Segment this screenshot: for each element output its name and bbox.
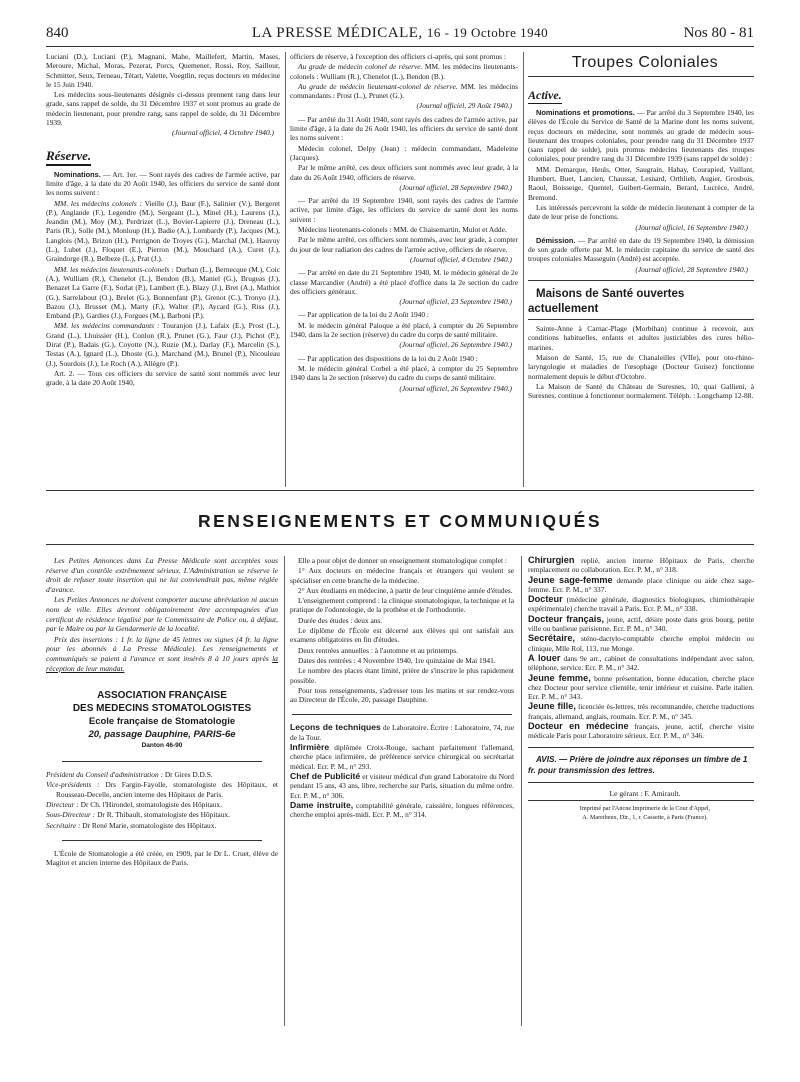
- paragraph: Les intéressés percevront la solde de médecin lieutenant à compter de la date de leur prise de fonctions.: [528, 202, 754, 222]
- officer-entry: [46, 821, 278, 830]
- paragraph-text: — Par arrêté en date du 19 Septembre 1940, la démission de son grade offerte par M. le médecin capitaine du service de santé des troupes coloniales Masseguin (André) est acceptée.: [528, 235, 754, 264]
- section-divider: [46, 490, 754, 491]
- ad-text: sténo-dactylo-comptable cherche emploi médecin ou clinique, Mlle Rol, 113, rue Monge.: [528, 634, 754, 653]
- run-in-heading: Nominations.: [54, 169, 101, 179]
- publisher-manager: Le gérant : F. Amirault.: [609, 788, 681, 798]
- notice-paragraph: Les Petites Annonces dans La Presse Médicale sont acceptées sous réserve d'un contrôle extrêmement sérieux. L'Administration se réserve le droit de refuser toute insertion qui ne lui conviendrait pas, même réglée d'avance.: [46, 556, 278, 594]
- officer-entry: [46, 800, 278, 809]
- section-title-troupes-coloniales: Troupes Coloniales: [571, 54, 719, 71]
- ad-heading: Docteur en médecine: [528, 721, 629, 732]
- paragraph-text: — Art. 1er. — Sont rayés des cadres de l'armée active, par limite d'âge, à la date du 20 Août 1940, les officiers du service de santé dont les noms suivent :: [46, 169, 280, 198]
- ad-heading: Jeune femme,: [528, 672, 591, 683]
- paragraph: M. le médecin général Corbel a été placé, à compter du 25 Septembre 1940 dans la 2e section (réserve) du cadre du corps de santé militaire.: [290, 363, 518, 383]
- bottom-column-3: [528, 556, 754, 1026]
- list-label: MM. les médecins commandants :: [54, 321, 160, 331]
- ad-heading: Docteur: [528, 594, 563, 605]
- ad-heading: Dame instruite,: [290, 799, 354, 810]
- ad-text: bonne présentation, bonne éducation, cherche place chez Docteur pour service clientèle, tenir intérieur et cuisine. Parle italien. Ecr. P. M., n° 343.: [528, 673, 754, 702]
- issue-number: Nos 80 - 81: [683, 25, 754, 41]
- ad-heading: Jeune fille,: [528, 701, 576, 712]
- top-column-3: [528, 52, 754, 487]
- paragraph: officiers de réserve, à l'exception des officiers ci-après, qui sont promus :: [290, 52, 506, 61]
- name-list: [46, 199, 280, 264]
- ad-heading: A louer: [528, 652, 561, 663]
- officer-role: Sous-Directeur :: [46, 810, 96, 820]
- separator-rule: [528, 782, 754, 783]
- paragraph: M. le médecin général Paloque a été placé, à compter du 26 Septembre 1940, dans la 2e section (réserve) du cadre du corps de santé militaire.: [290, 320, 518, 340]
- ad-heading: Docteur français,: [528, 613, 604, 624]
- run-in-heading: Démission.: [536, 235, 576, 245]
- paragraph: — Par arrêté du 31 Août 1940, sont rayés des cadres de l'armée active, par limite d'âge, à la date du 26 Août 1940, les officiers du service de santé dont les noms suivent :: [290, 114, 518, 143]
- ad-heading: Infirmière: [290, 742, 330, 753]
- paragraph-text: MM. les médecins commandants : Prost (L.), Prunet (G.).: [290, 81, 518, 101]
- list-text: Touranjon (J.), Lafaix (E.), Prost (L.), Grand (L.), Lhuissier (H.), Conlon (R.), Prunet (G.), Faur (J.), Pichot (P.), Dirat (P.), Badais (G.), Coyotte (N.), Ruzie (M.), Darlay (F.), Marcelin (S.), Testas (A.), Ignard (L.), Dhoste (G.), Marchand (M.), Brunel (P.), Nicouleau (J.), Sourdois (J.), Le Roch (A.), Allègre (P.).: [46, 321, 280, 368]
- paragraph: Médecin colonel, Delpy (Jean) : médecin commandant, Madeleine (Jacques).: [290, 143, 518, 162]
- separator-rule: [528, 800, 754, 801]
- column-rule: [284, 556, 285, 1026]
- paragraph: Sainte-Anne à Carnac-Plage (Morbihan) continue à recevoir, aux conditions habituelles, enfants et adultes justiciables des cures hélio-marines.: [528, 324, 754, 352]
- page-number: 840: [46, 25, 69, 41]
- grade-label: Au grade de médecin colonel de réserve.: [298, 62, 423, 72]
- classified-ad: [528, 634, 754, 653]
- classified-ad: [290, 772, 514, 800]
- ad-heading: Jeune sage-femme: [528, 574, 613, 585]
- section-title-maisons-de-sante: Maisons de Santé ouvertes actuellement: [528, 288, 685, 316]
- running-head: [46, 22, 754, 44]
- list-label: MM. les médecins colonels :: [54, 198, 142, 208]
- source-citation: (Journal officiel, 28 Septembre 1940.): [635, 264, 748, 274]
- separator-rule: [292, 714, 512, 715]
- classified-ad: [290, 743, 514, 771]
- officer-role: Secrétaire :: [46, 820, 81, 830]
- ad-text: (médecine générale, diagnostics biologiques, chimiothérapie expérimentale) cherche travail à Paris. Ecr. P. M., n° 338.: [528, 595, 754, 614]
- school-address: 20, passage Dauphine, PARIS-6e: [88, 729, 236, 741]
- section-heading-active: Active.: [528, 88, 562, 102]
- source-citation: (Journal officiel, 16 Septembre 1940.): [635, 222, 748, 232]
- officer-name: Dr R. Thibault, stomatologiste des Hôpitaux.: [97, 810, 230, 820]
- bottom-column-1: [46, 556, 278, 1026]
- separator-rule: [62, 840, 262, 841]
- officer-entry: [46, 780, 278, 799]
- paragraph: Par le même arrêté, ces deux officiers sont nommés avec leur grade, à la date du 26 Août 1940, officiers de réserve.: [290, 163, 518, 182]
- association-title: ASSOCIATION FRANÇAISE: [97, 690, 227, 702]
- officer-name: Drs Fargin-Fayolle, stomatologiste des Hôpitaux, et Rousseau-Decelle, ancien interne des Hôpitaux de Paris.: [56, 780, 278, 799]
- issue-date: 16 - 19 Octobre 1940: [426, 25, 549, 40]
- name-list: [46, 321, 280, 367]
- journal-title: [46, 22, 754, 44]
- ad-text: demande place clinique ou aide chez sage-femme. Ecr. P. M., n° 337.: [528, 575, 754, 594]
- officer-name: Dr Gires D.D.S.: [164, 770, 213, 780]
- paragraph: L'enseignement comprend : la clinique stomatologique, la technique et la pratique de l'odontologie, de la prothèse et de l'orthodontie.: [290, 596, 514, 615]
- classified-ad: [290, 801, 514, 820]
- officer-name: Dr René Marie, stomatologiste des Hôpitaux.: [82, 820, 217, 830]
- source-citation: (Journal officiel, 23 Septembre 1940.): [399, 297, 512, 307]
- top-column-2: [290, 52, 518, 487]
- paragraph: Maison de Santé, 15, rue de Chanaleilles (VIIe), pour oto-rhino-laryngologie et maladies de l'œsophage (Docteur Guisez) fonctionne normalement depuis le début d'Octobre.: [528, 352, 754, 381]
- notice-text-underlined: la réception de leur mandat.: [46, 653, 278, 673]
- separator-rule: [62, 761, 262, 762]
- notice-text: Prix des insertions : 1 fr. la ligne de 45 lettres ou signes (4 fr. la ligne pour les abonnés à La Presse Médicale). Les renseignements et communiqués se paient à l'avance et sont insérés 8 à 10 jours après: [46, 634, 278, 663]
- association-title: DES MEDECINS STOMATOLOGISTES: [72, 703, 252, 715]
- run-in-heading: Nominations et promotions.: [536, 108, 635, 117]
- bottom-column-2: [290, 556, 514, 1026]
- printer-line: Imprimé par l'Ancne Imprimerie de la Cour d'Appel,: [579, 804, 711, 812]
- classified-ad: [528, 722, 754, 741]
- classified-ad: [528, 674, 754, 702]
- list-text: Durban (L.), Bernecque (M.), Coic (A.), Wulliam (R.), Chenelot (L.), Bendon (B.), Maniel (G.), Brugeas (J.), Benazet La Garre (F.), Sorlat (P.), Lambert (E.), Blazy (J.), Bret (A.), Mathiot (G.), Sarrelabout (O.), Brelet (G.), Bonnenfant (P.), Grenot (C.), Tronyo (J.), Bazou (J.), Brusset (M.), Marty (F.), Walter (P.), Aycard (G.), Riss (J.), Emband (P.), Gardies (J.), Forgues (M.), Barboni (P.).: [46, 264, 280, 321]
- officer-role: Président du Conseil d'administration :: [46, 770, 163, 780]
- list-label: MM. les médecins lieutenants-colonels :: [54, 264, 174, 274]
- classified-ad: [290, 723, 514, 742]
- paragraph-text: — Par arrêté du 3 Septembre 1940, les élèves de l'École du Service de Santé de la Marine dont les noms suivent, reçus docteurs en médecine, sont nommés au grade de médecin sous-lieutenant des troupes coloniales, pour prendre rang du 31 Décembre 1937 (sans rappel de solde), puis promus médecins lieutenants des troupes coloniales, pour prendre rang du 31 Décembre 1939 (sans rappel de solde) :: [528, 108, 754, 164]
- paragraph: — Par application des dispositions de la loi du 2 Août 1940 :: [298, 353, 478, 363]
- classified-ad: [528, 595, 754, 614]
- source-citation: (Journal officiel, 4 Octobre 1940.): [410, 254, 512, 264]
- ad-text: de Laboratoire. Écrire : Laboratoire, 74, rue de la Tour.: [290, 723, 514, 742]
- source-citation: (Journal officiel, 28 Septembre 1940.): [399, 182, 512, 192]
- paragraph: Pour tous renseignements, s'adresser tous les matins et sur rendez-vous au Directeur de l'École, 20, passage Dauphine.: [290, 685, 514, 705]
- paragraph: L'École de Stomatologie a été créée, en 1909, par le Dr L. Cruet, élève de Magitot et ancien interne des Hôpitaux de Paris.: [46, 848, 278, 868]
- paragraph: Par le même arrêté, ces officiers sont nommés, avec leur grade, à compter du jour de leur radiation des cadres de l'armée active, officiers de réserve.: [290, 235, 518, 254]
- printer-line: A. Maretheux, Dir., 1, r. Cassette, à Paris (France).: [582, 814, 708, 822]
- ad-text: diplômée Croix-Rouge, sachant parfaitement l'allemand, cherche place infirmière, de préférence service chirurgical ou secrétariat médical. Ecr. P. M., n° 293.: [290, 743, 514, 771]
- paragraph: 2° Aux étudiants en médecine, à partir de leur cinquième année d'études.: [298, 585, 513, 595]
- banner-title: RENSEIGNEMENTS ET COMMUNIQUÉS: [197, 511, 603, 531]
- source-citation: (Journal officiel, 29 Août 1940.): [416, 101, 512, 111]
- paragraph: [290, 62, 518, 81]
- ad-text: comptabilité générale, caissière, longues références, cherche emploi après-midi. Ecr. P. M., n° 314.: [290, 800, 514, 820]
- ad-heading: Chirurgien: [528, 556, 575, 565]
- journal-name: LA PRESSE MÉDICALE,: [251, 25, 423, 41]
- ad-text: jeune, actif, désire poste dans gros bourg, petite ville ou banlieue parisienne. Ecr. P. M., n° 340.: [528, 614, 754, 634]
- name-list: MM. Demarque, Heuls, Otter, Saugrain, Habay, Courapied, Vaillant, Humbert, Buet, Lancien, Chaussat, Lesnard, Orthlieb, Augier, Grosbois, Raoul, Boisseige, Quentel, Guibert-Germain, Berard, Lucrèce, André, Bremond.: [528, 164, 754, 202]
- classified-ad: [528, 654, 754, 673]
- paragraph: — Par application de la loi du 2 Août 1940 :: [298, 310, 429, 320]
- grade-label: Au grade de médecin lieutenant-colonel de réserve.: [298, 81, 458, 91]
- notice-paragraph: Les Petites Annonces ne doivent comporter aucune abréviation ni aucun nom de ville. Elles devront obligatoirement être accompagnées d'un certificat de résidence légalisé par le Commissaire de Police ou, à défaut, par le Maire ou par la Gendarmerie de la localité.: [46, 595, 278, 634]
- paragraph: Les médecins sous-lieutenants désignés ci-dessus prennent rang dans leur grade, sans rappel de solde, du 31 Décembre 1937 et sont promus au grade de médecin lieutenant, pour prendre rang, sans rappel de solde, du 31 Décembre 1939.: [46, 90, 280, 128]
- classified-ad: [528, 556, 754, 575]
- paragraph: [46, 170, 280, 198]
- paragraph: — Par arrêté en date du 21 Septembre 1940, M. le médecin général de 2e classe Marcandier (André) a été placé d'office dans la 2e section du cadre des officiers généraux.: [290, 268, 518, 296]
- classified-ad: [528, 615, 754, 634]
- paragraph: [528, 108, 754, 164]
- section-rule: [528, 319, 754, 320]
- paragraph: Dates des rentrées : 4 Novembre 1940, 1re quinzaine de Mai 1941.: [298, 655, 496, 665]
- section-rule: [528, 76, 754, 77]
- paragraph: Elle a pour objet de donner un enseignement stomatologique complet :: [298, 556, 507, 565]
- ad-text: replié, ancien interne Hôpitaux de Paris, cherche remplacement ou collaboration. Ecr. P. M., n° 318.: [528, 556, 754, 575]
- separator-rule: [528, 747, 754, 748]
- officer-name: Dr Ch. l'Hirondel, stomatologiste des Hôpitaux.: [80, 800, 222, 810]
- officer-entry: [46, 810, 278, 819]
- paragraph: La Maison de Santé du Château de Suresnes, 10, quai Gallieni, à Suresnes, continue à fonctionner normalement. Téléph. : Longchamp 12-88.: [528, 381, 754, 401]
- ad-heading: Leçons de techniques: [290, 722, 381, 733]
- ad-text: français, jeune, actif, cherche visite médicale Paris pour Laboratoire sérieux. Ecr. P. M., n° 346.: [528, 722, 754, 741]
- paragraph: Médecins lieutenants-colonels : MM. de Chaisemartin, Mulot et Adde.: [298, 225, 507, 235]
- notice-avis: AVIS. — Prière de joindre aux réponses un timbre de 1 fr. pour transmission des lettres.: [528, 754, 748, 775]
- ad-heading: Secrétaire,: [528, 633, 575, 644]
- name-list: [46, 265, 280, 321]
- ad-text: licenciée ès-lettres, très recommandée, cherche traductions français, allemand, anglais, roumain. Ecr. P. M., n° 345.: [528, 702, 754, 721]
- paragraph: Luciani (D.), Luciani (P.), Magnani, Mahe, Maillefert, Martin, Mases, Meroure, Michal, Moras, Pezerat, Porcs, Quemener, Rossi, Roy, Saillour, Schmitter, Seux, Terneau, Tétart, Valette, Voegtlin, reçus docteurs en médecine le 15 Juin 1940.: [46, 52, 280, 89]
- column-rule: [285, 52, 286, 487]
- paragraph: [528, 236, 754, 264]
- top-column-1: [46, 52, 280, 487]
- section-heading-reserve: Réserve.: [46, 148, 91, 166]
- paragraph: Le nombre des places étant limité, prière de s'inscrire le plus rapidement possible.: [290, 666, 514, 685]
- section-rule: [528, 280, 754, 281]
- officer-role: Directeur :: [46, 800, 79, 810]
- paragraph: Le diplôme de l'École est décerné aux élèves qui ont satisfait aux examens obligatoires en fin d'études.: [290, 626, 514, 645]
- officer-role: Vice-présidents :: [46, 780, 100, 790]
- classified-ad: [528, 576, 754, 595]
- paragraph: Deux rentrées annuelles : à l'automne et au printemps.: [298, 645, 458, 655]
- source-citation: (Journal officiel, 26 Septembre 1940.): [399, 383, 512, 393]
- association-header: [46, 689, 278, 751]
- paragraph: Durée des études : deux ans.: [298, 615, 383, 625]
- ad-text: dans 9e arr., cabinet de consultations indépendant avec salon, téléphone, service. Ecr. P. M., n° 342.: [528, 653, 754, 673]
- column-rule: [521, 556, 522, 1026]
- paragraph: 1° Aux docteurs en médecine français et étrangers qui veulent se spécialiser en cette branche de la médecine.: [290, 566, 514, 585]
- paragraph: Art. 2. — Tous ces officiers du service de santé sont nommés avec leur grade, à la date 20 Août 1940,: [46, 368, 280, 388]
- classified-ad: [528, 702, 754, 721]
- paragraph: [290, 82, 518, 101]
- paragraph: — Par arrêté du 19 Septembre 1940, sont rayés des cadres de l'armée active, par limite d'âge, les officiers du service de santé dont les noms suivent :: [290, 196, 518, 224]
- school-telephone: Danton 46-90: [141, 742, 183, 750]
- notice-paragraph: [46, 635, 278, 673]
- ad-text: et visiteur médical d'un grand Laboratoire du Nord pendant 15 ans, 43 ans, libre, recherche sur Paris, situation du même ordre. Ecr. P. M., n° 306.: [290, 771, 514, 800]
- school-name: Ecole française de Stomatologie: [88, 716, 236, 728]
- ad-heading: Chef de Publicité: [290, 770, 361, 781]
- paragraph-text: MM. les médecins lieutenants-colonels : Wulliam (R.), Chenelot (L.), Bendon (B.).: [290, 62, 518, 81]
- list-text: Vieille (J.), Baur (F.), Salinier (V.), Bergeret (P.), Anglande (F.), Legendre (M.), Sergeant (L.), Minel (H.), Laurens (J.), Jeandin (M.), Moy (M.), Perdrizet (L.), Bovier-Lapierre (J.), Dreneau (L.), Paris (R.), Solle (M.), Monloup (H.), Badie (A.), Lombardy (P.), Jacques (M.), Langlois (M.), Brizon (H.), Perrignon de Troyes (G.), Marchal (M.), Hauvuy (L.), Lubet (J.), Floquet (E.), Pierron (M.), Mouchard (A.), Curet (J.), Graindorge (R.), Belbeze (L.), Prat (J.).: [46, 198, 280, 264]
- header-rule: [46, 46, 754, 47]
- officers-list: [46, 770, 278, 830]
- source-citation: (Journal officiel, 4 Octobre 1940.): [172, 128, 274, 138]
- source-citation: (Journal officiel, 26 Septembre 1940.): [399, 340, 512, 350]
- officer-entry: [46, 770, 278, 779]
- column-rule: [523, 52, 524, 487]
- banner-rule: [46, 544, 754, 545]
